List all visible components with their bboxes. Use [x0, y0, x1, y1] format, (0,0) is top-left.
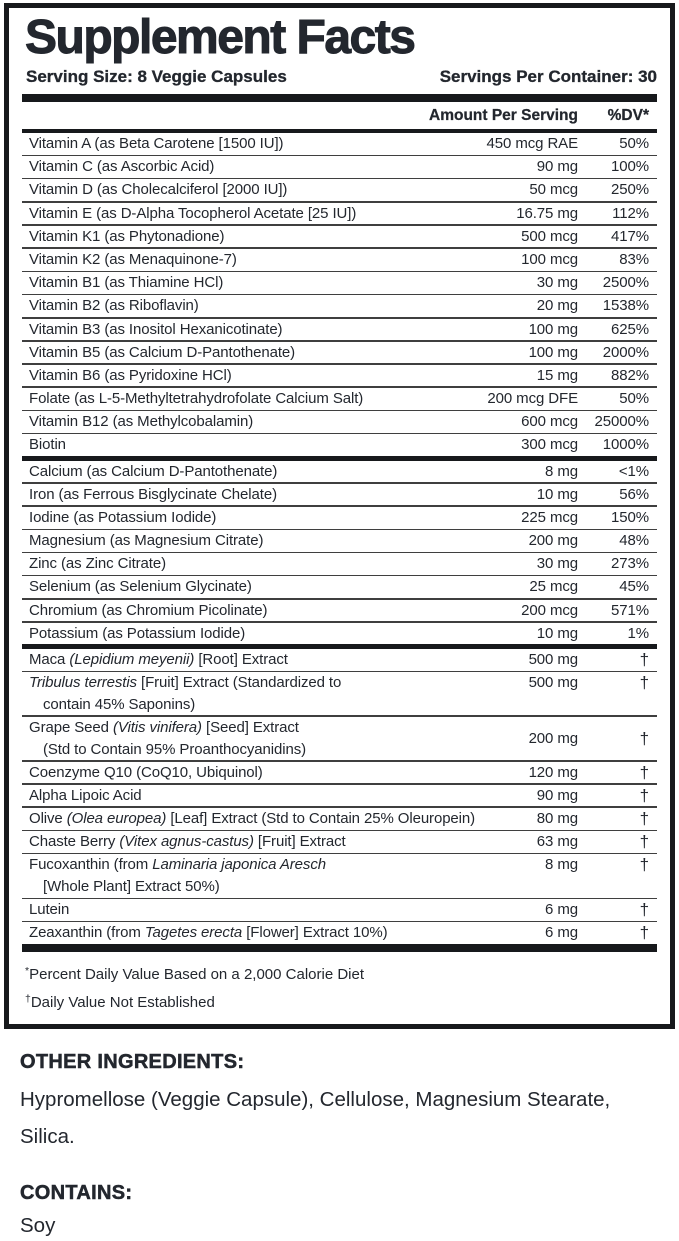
- ingredient-name: Vitamin K1 (as Phytonadione): [29, 227, 225, 245]
- ingredient-dv: †: [639, 785, 649, 805]
- ingredient-name: Coenzyme Q10 (CoQ10, Ubiquinol): [29, 763, 263, 781]
- ingredient-name: Vitamin C (as Ascorbic Acid): [29, 158, 215, 176]
- ingredient-dv: †: [639, 923, 649, 943]
- footnotes: [22, 944, 657, 1024]
- table-row: [22, 785, 657, 807]
- table-row: [22, 461, 657, 483]
- ingredient-dv: 50%: [619, 135, 649, 152]
- ingredient-dv: 2500%: [602, 274, 649, 292]
- table-row: [22, 808, 657, 830]
- serving-size: Serving Size: 8 Veggie Capsules: [26, 67, 287, 86]
- ingredient-amount: 8 mg: [545, 462, 578, 480]
- ingredient-amount: 30 mg: [536, 274, 578, 292]
- ingredient-dv: 1%: [627, 624, 649, 642]
- table-row: [22, 717, 657, 760]
- table-row: [22, 365, 657, 387]
- ingredient-amount: 10 mg: [536, 624, 578, 642]
- column-header-row: [22, 102, 657, 133]
- ingredient-name: Chromium (as Chromium Picolinate): [29, 601, 268, 619]
- lower-section: [20, 1051, 659, 1241]
- ingredient-amount: 600 mcg: [521, 413, 578, 431]
- ingredient-amount: 450 mcg RAE: [486, 135, 578, 152]
- panel-header: [9, 8, 670, 88]
- table-row: [22, 434, 657, 456]
- ingredient-amount: 90 mg: [536, 786, 578, 804]
- servings-per-container: Servings Per Container: 30: [439, 67, 657, 86]
- table-row: [22, 319, 657, 341]
- ingredient-dv: 625%: [611, 320, 649, 338]
- ingredient-name: Tribulus terrestis [Fruit] Extract (Standardized to contain 45% Saponins): [29, 674, 342, 713]
- ingredient-dv: 83%: [619, 250, 649, 268]
- ingredient-amount: 225 mcg: [521, 508, 578, 526]
- ingredient-name: Vitamin B3 (as Inositol Hexanicotinate): [29, 320, 283, 338]
- footnote: [25, 959, 654, 987]
- ingredient-name: Potassium (as Potassium Iodide): [29, 624, 246, 642]
- ingredient-dv: †: [639, 832, 649, 852]
- ingredient-dv: 417%: [611, 227, 649, 245]
- other-ingredients-line: Silica.: [20, 1125, 75, 1148]
- ingredient-dv: 1538%: [602, 297, 649, 315]
- ingredient-amount: 30 mg: [536, 555, 578, 573]
- table-row: [22, 226, 657, 248]
- ingredient-dv: 2000%: [602, 343, 649, 361]
- table-row: [22, 203, 657, 225]
- table-row: [22, 553, 657, 575]
- ingredient-dv: †: [639, 649, 649, 669]
- ingredient-name: Lutein: [29, 901, 70, 919]
- ingredient-name: Vitamin E (as D-Alpha Tocopherol Acetate [25 IU]): [29, 204, 357, 222]
- ingredient-name: Vitamin K2 (as Menaquinone-7): [29, 250, 237, 268]
- ingredient-dv: †: [639, 762, 649, 782]
- table-row: [22, 854, 657, 897]
- ingredient-amount: 16.75 mg: [516, 204, 578, 222]
- amount-per-serving-header: Amount Per Serving: [429, 107, 578, 124]
- ingredient-name: Maca (Lepidium meyenii) [Root] Extract: [29, 650, 288, 668]
- ingredient-name: Iron (as Ferrous Bisglycinate Chelate): [29, 485, 277, 503]
- ingredient-amount: 80 mg: [536, 810, 578, 828]
- ingredient-amount: 300 mcg: [521, 436, 578, 454]
- ingredient-name: Chaste Berry (Vitex agnus-castus) [Fruit] Extract: [29, 833, 346, 851]
- serving-info-row: [26, 66, 657, 88]
- ingredient-name: Vitamin B2 (as Riboflavin): [29, 297, 199, 315]
- ingredient-dv: 48%: [619, 532, 649, 550]
- ingredient-name: Vitamin D (as Cholecalciferol [2000 IU]): [29, 181, 288, 199]
- ingredient-name: Vitamin B1 (as Thiamine HCl): [29, 274, 224, 292]
- table-row: [22, 507, 657, 529]
- table-row: [22, 388, 657, 410]
- ingredient-dv: 56%: [619, 485, 649, 503]
- ingredient-amount: 500 mcg: [521, 227, 578, 245]
- ingredient-name: Magnesium (as Magnesium Citrate): [29, 532, 264, 550]
- ingredient-dv: 250%: [611, 181, 649, 199]
- table-row: [22, 133, 657, 155]
- table-row: [22, 272, 657, 294]
- ingredient-amount: 25 mcg: [529, 578, 578, 596]
- ingredient-name: Vitamin B12 (as Methylcobalamin): [29, 413, 254, 431]
- ingredient-amount: 6 mg: [545, 924, 578, 942]
- other-ingredients-heading: OTHER INGREDIENTS:: [20, 1051, 245, 1073]
- table-row: [22, 922, 657, 944]
- ingredient-dv: †: [639, 900, 649, 920]
- facts-table-body: [22, 133, 657, 944]
- table-row: [22, 899, 657, 921]
- ingredient-dv: 50%: [619, 390, 649, 408]
- ingredient-name: Selenium (as Selenium Glycinate): [29, 578, 252, 596]
- footnote: [25, 987, 654, 1015]
- ingredient-amount: 120 mg: [528, 763, 578, 781]
- table-row: [22, 530, 657, 552]
- footnote-text: Daily Value Not Established: [30, 994, 215, 1011]
- footnote-text: Percent Daily Value Based on a 2,000 Calorie Diet: [29, 966, 365, 983]
- table-row: [22, 576, 657, 598]
- table-row: [22, 600, 657, 622]
- ingredient-dv: †: [639, 855, 649, 875]
- ingredient-name: Fucoxanthin (from Laminaria japonica Aresch [Whole Plant] Extract 50%): [29, 856, 326, 896]
- table-row: [22, 649, 657, 671]
- ingredient-dv: <1%: [618, 462, 649, 480]
- table-row: [22, 295, 657, 317]
- ingredient-dv: 45%: [619, 578, 649, 596]
- table-row: [22, 484, 657, 506]
- table-row: [22, 342, 657, 364]
- ingredient-amount: 200 mcg: [521, 601, 578, 619]
- footnote-symbol: *: [25, 965, 30, 977]
- ingredient-amount: 200 mg: [528, 532, 578, 550]
- ingredient-dv: †: [639, 809, 649, 829]
- other-ingredients-text: [20, 1081, 659, 1155]
- ingredient-amount: 6 mg: [545, 901, 578, 919]
- footnote-symbol: †: [25, 993, 31, 1005]
- table-row: [22, 672, 657, 715]
- ingredient-amount: 10 mg: [536, 485, 578, 503]
- ingredient-amount: 500 mg: [528, 650, 578, 668]
- ingredient-name: Vitamin B5 (as Calcium D-Pantothenate): [29, 343, 296, 361]
- ingredient-name: Zeaxanthin (from Tagetes erecta [Flower] Extract 10%): [29, 924, 388, 942]
- ingredient-name: Iodine (as Potassium Iodide): [29, 508, 217, 526]
- contains-block: [20, 1182, 659, 1241]
- ingredient-dv: 25000%: [594, 413, 649, 431]
- ingredient-amount: 100 mcg: [521, 250, 578, 268]
- ingredient-dv: 1000%: [602, 436, 649, 454]
- header-divider-bar: [22, 94, 657, 102]
- ingredient-dv: 100%: [611, 158, 649, 176]
- ingredient-dv: 112%: [612, 204, 649, 222]
- table-row: [22, 762, 657, 784]
- ingredient-amount: 50 mcg: [529, 181, 578, 199]
- ingredient-amount: 15 mg: [536, 366, 578, 384]
- ingredient-name: Zinc (as Zinc Citrate): [29, 555, 166, 573]
- ingredient-name: Biotin: [29, 436, 66, 454]
- table-row: [22, 156, 657, 178]
- ingredient-name: Vitamin A (as Beta Carotene [1500 IU]): [29, 135, 284, 152]
- ingredient-name: Folate (as L-5-Methyltetrahydrofolate Calcium Salt): [29, 390, 364, 408]
- table-row: [22, 831, 657, 853]
- table-row: [22, 179, 657, 201]
- ingredient-amount: 63 mg: [536, 833, 578, 851]
- ingredient-name: Calcium (as Calcium D-Pantothenate): [29, 462, 278, 480]
- ingredient-name: Grape Seed (Vitis vinifera) [Seed] Extract (Std to Contain 95% Proanthocyanidins): [29, 718, 307, 758]
- ingredient-amount: 8 mg: [545, 856, 578, 874]
- ingredient-dv: 571%: [611, 601, 649, 619]
- ingredient-amount: 500 mg: [528, 674, 578, 692]
- ingredient-amount: 90 mg: [536, 158, 578, 176]
- table-row: [22, 249, 657, 271]
- ingredient-name: Vitamin B6 (as Pyridoxine HCl): [29, 366, 232, 384]
- ingredient-dv: 273%: [611, 555, 649, 573]
- other-ingredients-line: Hypromellose (Veggie Capsule), Cellulose, Magnesium Stearate,: [20, 1088, 611, 1111]
- ingredient-dv: †: [639, 728, 649, 748]
- ingredient-dv: †: [639, 673, 649, 693]
- ingredient-name: Olive (Olea europea) [Leaf] Extract (Std to Contain 25% Oleuropein): [29, 810, 476, 828]
- ingredient-amount: 200 mg: [528, 729, 578, 747]
- dv-header: %DV*: [607, 107, 649, 124]
- contains-text: Soy: [20, 1214, 56, 1237]
- supplement-facts-panel: [4, 3, 675, 1029]
- ingredient-dv: 882%: [611, 366, 649, 384]
- ingredient-dv: 150%: [611, 508, 649, 526]
- ingredient-name: Alpha Lipoic Acid: [29, 786, 142, 804]
- ingredient-amount: 200 mcg DFE: [487, 390, 578, 408]
- ingredient-amount: 100 mg: [528, 343, 578, 361]
- ingredient-amount: 20 mg: [536, 297, 578, 315]
- contains-heading: CONTAINS:: [20, 1182, 133, 1204]
- table-row: [22, 623, 657, 645]
- supplement-facts-title: Supplement Facts: [25, 11, 415, 64]
- table-row: [22, 411, 657, 433]
- ingredient-amount: 100 mg: [528, 320, 578, 338]
